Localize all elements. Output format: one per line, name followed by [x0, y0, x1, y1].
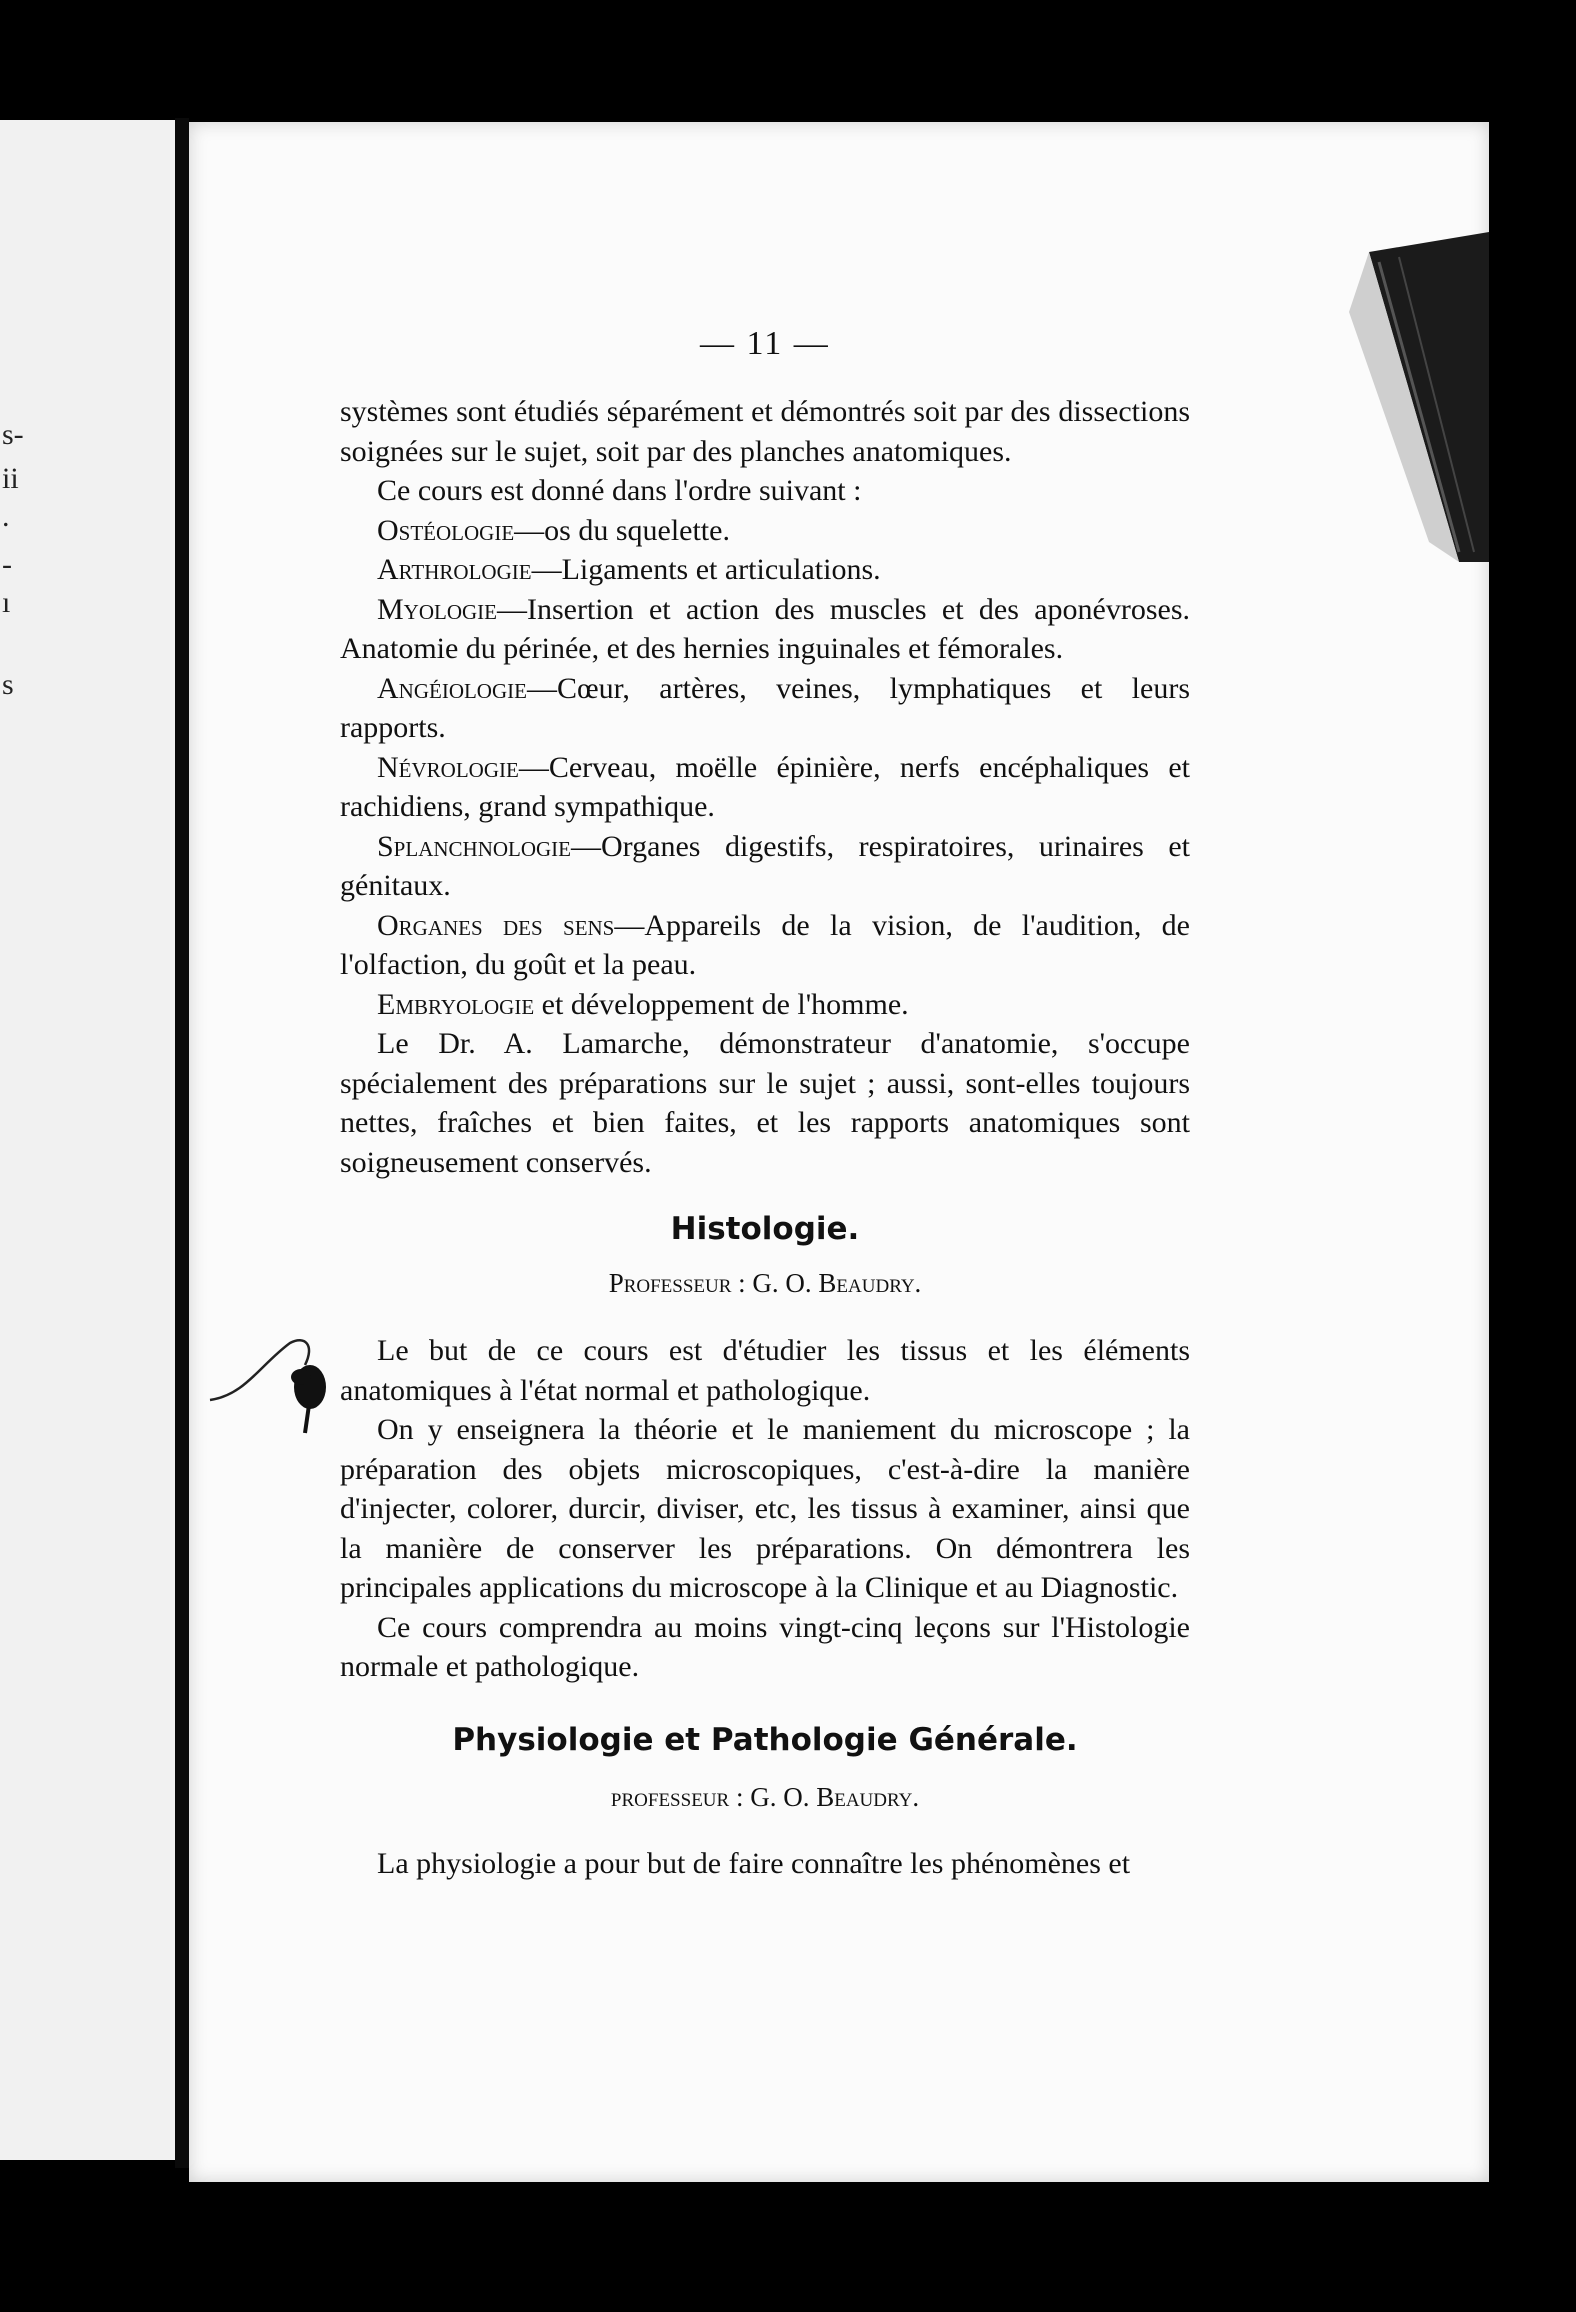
histologie-paragraph-2: On y enseignera la théorie et le maniement du microscope ; la préparation des objets microscopiques, c'est-à-dire la manière d'injecter, colorer, durcir, diviser, etc, les tissus à examiner, ainsi que la manière de conserver les préparations. On démontrera les principales applications du microscope à la Clinique et au Diagnostic.: [340, 1413, 1190, 1604]
margin-fragment: ii: [2, 462, 19, 495]
professor-label: Professeur :: [608, 1267, 746, 1298]
topic-nevrologie: [340, 748, 1190, 827]
topic-arthrologie: [340, 550, 1190, 590]
margin-fragment: s-: [2, 418, 24, 451]
intro-paragraph: systèmes sont étudiés séparément et démontrés soit par des dissections soignées sur le sujet, soit par des planches anatomiques.: [340, 395, 1190, 468]
ink-blot-mark: [205, 1325, 365, 1435]
page-corner-curl: [1309, 232, 1489, 562]
margin-fragment: s: [2, 668, 14, 701]
lamarche-paragraph: Le Dr. A. Lamarche, démonstrateur d'anatomie, s'occupe spécialement des préparations sur le sujet ; aussi, sont-elles toujours nettes, fraîches et bien faites, et les rapports anatomiques sont soigneusement conservés.: [340, 1027, 1190, 1179]
topic-term: Angéiologie: [377, 671, 527, 705]
topic-term: Splanchnologie: [377, 829, 572, 863]
topic-desc: —Organes digestifs, respiratoires, urinaires et génitaux.: [340, 829, 1190, 902]
physiologie-professor: [340, 1778, 1190, 1818]
book-spine: [175, 118, 189, 2168]
topic-term: Myologie: [377, 592, 497, 626]
margin-fragment: .: [2, 500, 10, 533]
histologie-paragraph-1: Le but de ce cours est d'étudier les tissus et les éléments anatomiques à l'état normal et pathologique.: [340, 1334, 1190, 1407]
topic-desc: —Insertion et action des muscles et des aponévroses. Anatomie du périnée, et des hernies inguinales et fémorales.: [340, 592, 1190, 665]
margin-fragment: -: [2, 548, 12, 581]
topic-osteologie: [340, 511, 1190, 551]
topic-desc: —Cœur, artères, veines, lymphatiques et leurs rapports.: [340, 671, 1190, 744]
topic-desc: —Ligaments et articulations.: [531, 553, 881, 586]
topic-term: Embryologie: [377, 987, 535, 1021]
page-body: [340, 320, 1190, 1883]
margin-fragment: ı: [2, 586, 11, 619]
topic-term: Ostéologie: [377, 513, 515, 547]
topic-organes-des-sens: [340, 906, 1190, 985]
topic-angeiologie: [340, 669, 1190, 748]
professor-label: professeur :: [610, 1782, 744, 1812]
physiologie-paragraph: La physiologie a pour but de faire connaître les phénomènes et: [377, 1846, 1131, 1880]
left-page-edge: [0, 120, 175, 2160]
topic-term: Arthrologie: [377, 553, 532, 586]
topic-desc: —os du squelette.: [514, 513, 730, 547]
topic-term: Organes des sens: [377, 908, 615, 942]
section-title-histologie: Histologie.: [670, 1211, 860, 1247]
topic-desc: et développement de l'homme.: [534, 987, 909, 1021]
page-number: — 11 —: [700, 325, 830, 362]
topic-splanchnologie: [340, 827, 1190, 906]
topic-desc: —Appareils de la vision, de l'audition, de l'olfaction, du goût et la peau.: [340, 908, 1190, 981]
histologie-paragraph-3: Ce cours comprendra au moins vingt-cinq leçons sur l'Histologie normale et pathologique.: [340, 1610, 1190, 1683]
topic-embryologie: [340, 985, 1190, 1025]
course-order-line: Ce cours est donné dans l'ordre suivant :: [377, 474, 862, 507]
histologie-professor: [340, 1264, 1190, 1304]
section-title-physiologie: Physiologie et Pathologie Générale.: [452, 1721, 1078, 1758]
professor-name: G. O. Beaudry.: [750, 1782, 920, 1812]
topic-myologie: [340, 590, 1190, 669]
professor-name: G. O. Beaudry.: [752, 1267, 922, 1298]
topic-term: Névrologie: [377, 750, 519, 784]
topic-desc: —Cerveau, moëlle épinière, nerfs encéphaliques et rachidiens, grand sympathique.: [340, 750, 1190, 823]
